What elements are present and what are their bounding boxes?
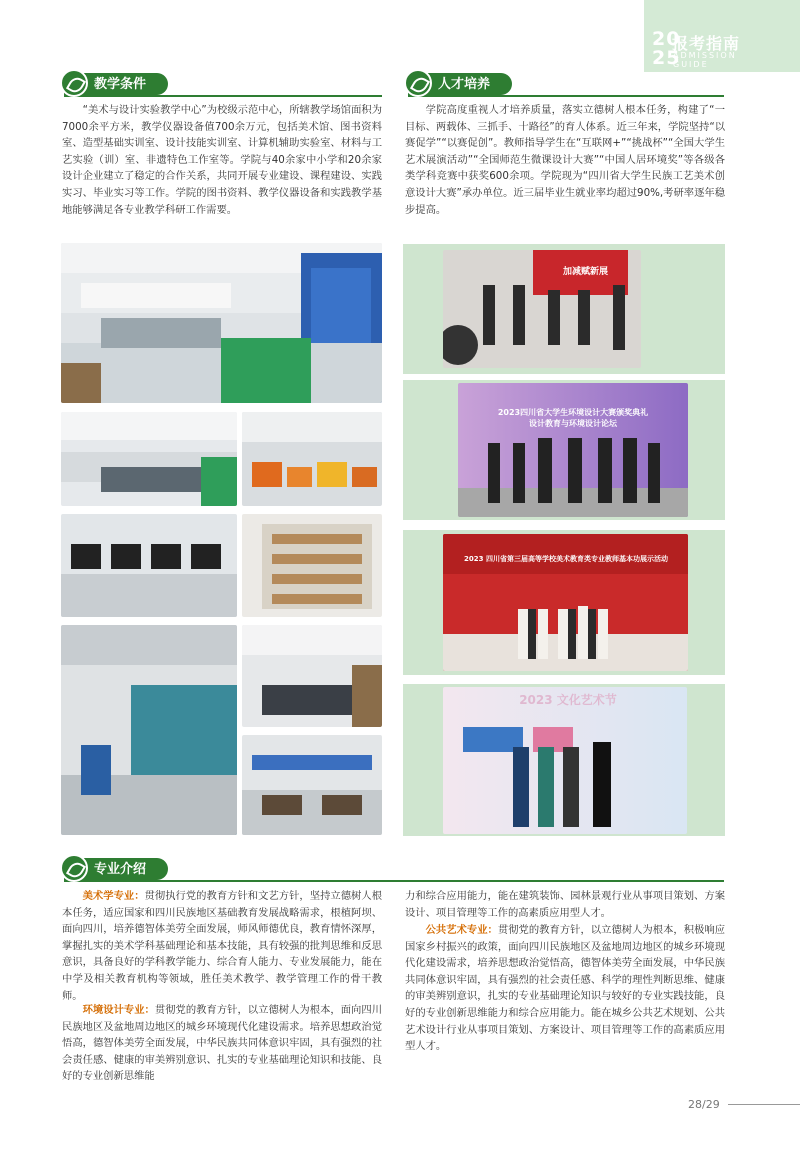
event-banner-text: 2023四川省大学生环境设计大赛颁奖典礼 设计教育与环境设计论坛 [497, 408, 649, 428]
section-heading-majors [64, 858, 724, 882]
badge-subtitle: ADMISSION GUIDE [673, 51, 737, 69]
talent-paragraph: 学院高度重视人才培养质量，落实立德树人根本任务，构建了“一目标、两载体、三抓手、十路径”的育人体系。近三年来，学院坚持“以赛促学”“以赛促创”。教师指导学生在“互联网+”“挑战杯”“全国大学生艺术展演活动”“全国师范生微课设计大赛”“中国人居环境奖”等各级各类学科竞赛中获奖600余项。学院现为“四川省大学生民族工艺美术创意设计大赛”承办单位。近三届毕业生就业率均超过90%,考研率逐年稳步提高。 [405, 104, 725, 216]
major-text: 贯彻党的教育方针，以立德树人为根本，面向四川民族地区及盆地周边地区的城乡环境现代化建设需求。培养思想政治觉悟高，德智体美劳全面发展，中华民族共同体意识牢固，具有强烈的社会责任感、健康的审美辨别意识、扎实的专业基础理论知识和技能、良好的专业创新思维能 [62, 1004, 383, 1083]
major-name: 美术学专业： [82, 890, 145, 902]
lab-photo-large [61, 243, 382, 403]
major-text: 贯彻党的教育方针，以立德树人为根本，积极响应国家乡村振兴的政策，面向四川民族地区及盆地周边地区的城乡环境现代化建设需求，培养思想政治觉悟高，德智体美劳全面发展，中华民族共同体意识牢固，具有强烈的社会责任感、科学的理性判断思维、健康的审美辨别意识，扎实的专业基础理论知识与较好的专业实践技能，良好的专业创新思维能力和综合应用能力。能在城乡公共艺术规划、公共艺术设计行业从事项目策划、方案设计、项目管理等工作的高素质应用型人才。 [405, 924, 726, 1053]
event-photo-2 [458, 383, 688, 517]
major-text: 贯彻执行党的教育方针和文艺方针，坚持立德树人根本任务，适应国家和四川民族地区基础教育发展战略需求，根植阿坝、面向四川，培养德智体美劳全面发展，师风师德优良，教育情怀深厚，掌握扎实的美术学科基础理论和基本技能，具有较强的批判思维和反思意识，具备良好的学科教学能力、综合育人能力、专业发展能力，能在中学及相关教育机构等领域，胜任美术教学、教学管理工作的骨干教师。 [62, 890, 383, 1002]
major-public-art [405, 922, 725, 1055]
lab-photo-4 [61, 514, 237, 617]
section-heading-teaching [64, 73, 382, 97]
event-photo-4 [443, 687, 687, 834]
teaching-paragraph: “美术与设计实验教学中心”为校级示范中心，所辖教学场馆面积为7000余平方米，教学仪器设备值700余万元，包括美术馆、图书资料室、造型基础实训室、设计技能实训室、计算机辅助实验室、材料与工艺实验（训）室、非遗特色工作室等。学院与40余家中小学和20余家设计企业建立了稳定的合作关系，共同开展专业建设、课程建设、实践实习、毕业实习等工作。学院的图书资料、教学仪器设备和实践教学基地能够满足各专业教学科研工作需要。 [62, 104, 382, 216]
badge-title: 报考指南 [672, 34, 741, 53]
page-number: 28/29 [688, 1098, 720, 1111]
badge-year: 20 25 [652, 28, 681, 69]
major-text: 力和综合应用能力，能在建筑装饰、园林景观行业从事项目策划、方案设计、项目管理等工作的高素质应用型人才。 [405, 890, 725, 919]
section-title: 专业介绍 [94, 862, 147, 877]
event-banner-text: 2023 四川省第三届高等学校美术教育类专业教师基本功展示活动 [464, 555, 668, 563]
lab-photo-3 [242, 412, 382, 506]
lab-photo-7 [242, 625, 382, 727]
section-title: 人才培养 [438, 77, 491, 92]
lab-photo-8 [242, 735, 382, 835]
page-number-rule [728, 1104, 800, 1105]
leaf-icon [60, 69, 88, 97]
major-environment-design [62, 1002, 382, 1085]
event-photo-3 [443, 534, 688, 671]
section-title: 教学条件 [94, 77, 147, 92]
lab-photo-2 [61, 412, 237, 506]
major-environment-design-cont [405, 888, 725, 921]
major-name: 公共艺术专业： [425, 924, 498, 936]
guide-badge [644, 0, 800, 72]
leaf-icon [404, 69, 432, 97]
event-banner-text: 加减赋新展 [563, 267, 609, 277]
event-photo-1 [443, 250, 641, 368]
lab-photo-5 [242, 514, 382, 617]
lab-photo-6 [61, 625, 237, 835]
event-banner-text: 2023 文化艺术节 [519, 693, 617, 707]
leaf-icon [60, 854, 88, 882]
major-name: 环境设计专业： [82, 1004, 155, 1016]
section-heading-talent [408, 73, 724, 97]
major-fine-arts [62, 888, 382, 1004]
